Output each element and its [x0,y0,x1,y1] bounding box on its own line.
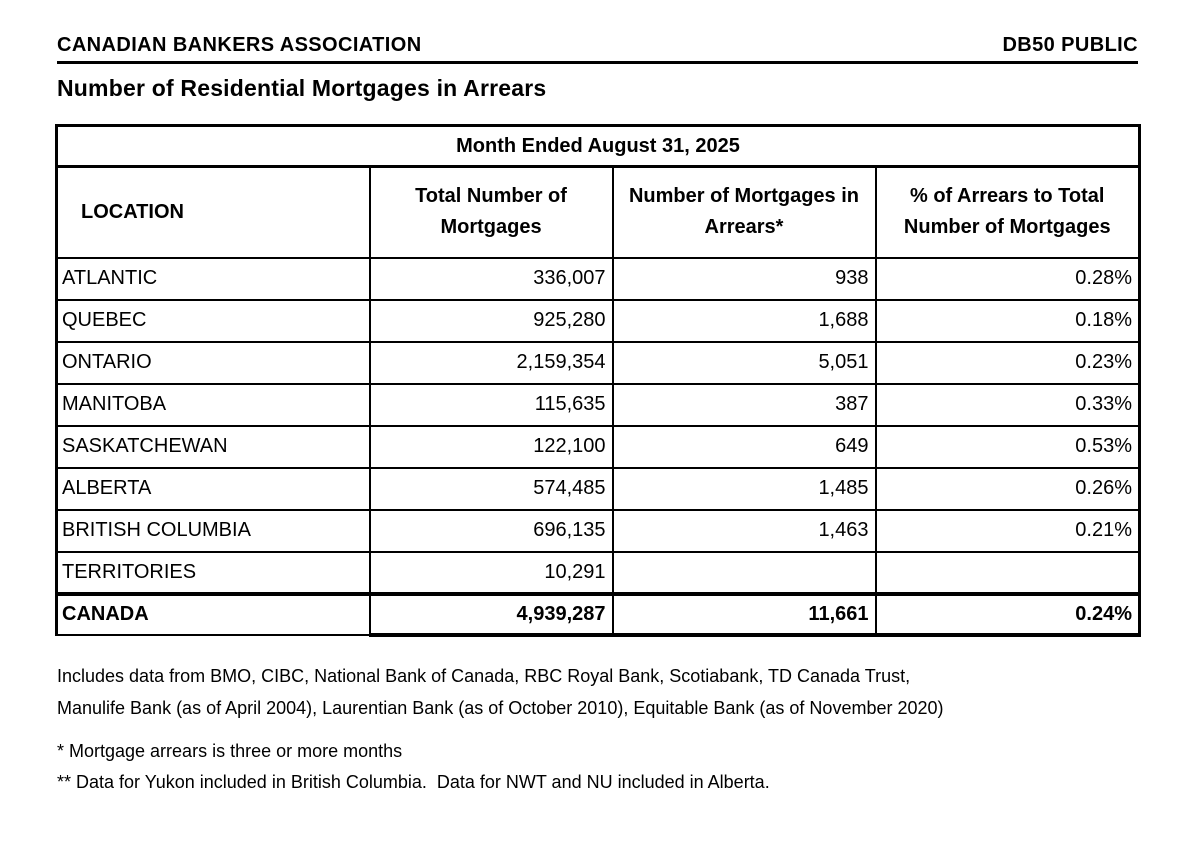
table-row-alberta [57,468,1140,510]
location-cell: CANADA [57,594,370,635]
arrears-cell: 649 [613,426,876,468]
pct-cell [876,552,1140,594]
location-cell: TERRITORIES [57,552,370,594]
period-header-row [57,126,1140,167]
pct-cell: 0.26% [876,468,1140,510]
table-row-canada-total [57,594,1140,635]
location-cell: SASKATCHEWAN [57,426,370,468]
arrears-cell: 1,688 [613,300,876,342]
page-title: Number of Residential Mortgages in Arrears [57,75,547,101]
pct-cell: 0.18% [876,300,1140,342]
total-cell: 574,485 [370,468,613,510]
doc-ref: DB50 PUBLIC [1002,34,1138,56]
source-note-line1: Includes data from BMO, CIBC, National Bank of Canada, RBC Royal Bank, Scotiabank, TD Canada Trust, [57,665,911,686]
org-name: CANADIAN BANKERS ASSOCIATION [57,34,422,56]
arrears-cell: 938 [613,258,876,300]
total-cell: 2,159,354 [370,342,613,384]
source-note [57,660,1138,724]
period-header: Month Ended August 31, 2025 [57,126,1140,167]
pct-cell: 0.33% [876,384,1140,426]
mortgage-arrears-table [55,124,1141,637]
table-row-manitoba [57,384,1140,426]
arrears-cell: 1,485 [613,468,876,510]
total-cell: 925,280 [370,300,613,342]
location-cell: BRITISH COLUMBIA [57,510,370,552]
pct-cell: 0.53% [876,426,1140,468]
location-cell: MANITOBA [57,384,370,426]
col-header-total-mortgages: Total Number of Mortgages [370,167,613,258]
location-cell: ALBERTA [57,468,370,510]
table-row-quebec [57,300,1140,342]
location-cell: QUEBEC [57,300,370,342]
total-cell: 10,291 [370,552,613,594]
footnote-arrears-definition: * Mortgage arrears is three or more months [57,740,403,761]
pct-cell: 0.28% [876,258,1140,300]
total-cell: 336,007 [370,258,613,300]
column-header-row [57,167,1140,258]
source-note-line2: Manulife Bank (as of April 2004), Laurentian Bank (as of October 2010), Equitable Bank (as of November 2020) [57,697,944,718]
arrears-cell: 5,051 [613,342,876,384]
location-cell: ONTARIO [57,342,370,384]
col-header-pct-arrears: % of Arrears to Total Number of Mortgages [876,167,1140,258]
arrears-cell [613,552,876,594]
col-header-mortgages-in-arrears: Number of Mortgages in Arrears* [613,167,876,258]
total-cell: 4,939,287 [370,594,613,635]
col-header-location: LOCATION [57,167,370,258]
pct-cell: 0.21% [876,510,1140,552]
table-row-atlantic [57,258,1140,300]
total-cell: 115,635 [370,384,613,426]
arrears-cell: 1,463 [613,510,876,552]
table-row-british-columbia [57,510,1140,552]
total-cell: 696,135 [370,510,613,552]
total-cell: 122,100 [370,426,613,468]
arrears-cell: 387 [613,384,876,426]
pct-cell: 0.23% [876,342,1140,384]
footnote-territories-allocation: ** Data for Yukon included in British Columbia. Data for NWT and NU included in Alberta. [57,771,770,792]
table-row-ontario [57,342,1140,384]
arrears-cell: 11,661 [613,594,876,635]
location-cell: ATLANTIC [57,258,370,300]
table-row-saskatchewan [57,426,1140,468]
table-row-territories [57,552,1140,594]
pct-cell: 0.24% [876,594,1140,635]
masthead [57,34,1138,64]
